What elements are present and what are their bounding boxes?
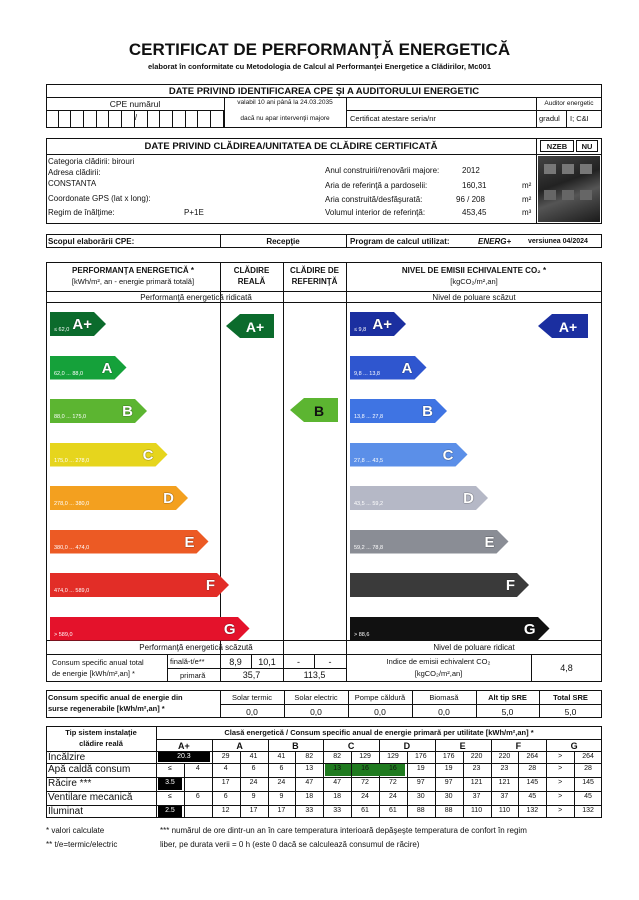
final-energy-label: finală-t/e** [170, 657, 205, 666]
grid-row-name: Ventilare mecanică [48, 792, 133, 803]
grid-cell: 28 [584, 765, 592, 772]
built-value: 96 / 208 [456, 195, 485, 204]
grid-cell: 17 [249, 807, 258, 814]
grid-class-header: C [347, 741, 355, 751]
grid-cell: 19 [444, 765, 453, 772]
grid-cell: 176 [414, 753, 427, 760]
co2-col-sub: [kgCO₂/m²,an] [450, 277, 498, 286]
grid-cell: 110 [498, 807, 511, 814]
grid-cell: 121 [498, 779, 511, 786]
grid-cell: 97 [416, 779, 425, 786]
grid-cell: 47 [333, 779, 342, 786]
grid-cell: 47 [305, 779, 314, 786]
auditor-label: Auditor energetic [544, 100, 594, 107]
renewable-value: 0,0 [246, 707, 258, 717]
renewable-value: 5,0 [501, 707, 514, 717]
grid-cell: ≤ [168, 793, 172, 800]
volume-unit: m³ [522, 208, 532, 217]
grid-cell: 17 [193, 779, 202, 786]
renewable-value: 5,0 [564, 707, 577, 717]
grid-cell: 132 [582, 807, 594, 814]
grid-cell: 132 [526, 807, 539, 814]
grid-cell: 23 [472, 765, 481, 772]
co2-index-value: 4,8 [560, 663, 573, 673]
renewable-header: Biomasă [429, 693, 459, 702]
co2-class-label: A+ [372, 316, 392, 333]
grid-cell: 121 [470, 779, 483, 786]
address-label: Adresa clădirii: [48, 168, 101, 177]
volume-value: 453,45 [462, 208, 487, 217]
grid-cell: 264 [582, 753, 594, 760]
energy-class-range: 380,0 ... 474,0 [54, 544, 90, 551]
co2-class-label: E [484, 533, 495, 551]
year-label: Anul construirii/renovării majore: [325, 166, 440, 175]
low-perf-label: Performanţă energetică scăzută [139, 643, 253, 652]
year-value: 2012 [462, 166, 480, 175]
grid-cell: 24 [249, 779, 258, 786]
cpe-separator: / [134, 113, 138, 122]
co2-class-indicator [538, 314, 588, 338]
renewable-value: 0,0 [310, 707, 322, 717]
program-version: versiunea 04/2024 [528, 238, 588, 245]
energy-class-arrow [50, 312, 106, 336]
footnote-4: liber, pe durata verii = 0 h (este 0 dacă se calculează consumul de răcire) [160, 840, 420, 849]
gps-label: Coordonate GPS (lat x long): [48, 194, 151, 203]
grid-cell: 145 [526, 779, 539, 786]
co2-class-arrow [350, 399, 447, 423]
grid-cell: 20.3 [177, 753, 191, 760]
program-label: Program de calcul utilizat: [350, 237, 450, 246]
built-label: Aria construită/desfăşurată: [325, 195, 423, 204]
perf-col-title: PERFORMANŢA ENERGETICĂ * [72, 266, 194, 275]
energy-class-arrow [50, 486, 188, 510]
low-pollution-label: Nivel de poluare scăzut [432, 293, 516, 302]
building-heading: DATE PRIVIND CLĂDIREA/UNITATEA DE CLĂDIRE CERTIFICATĂ [144, 141, 438, 152]
energy-class-arrow [50, 617, 250, 641]
grid-cell: 61 [361, 807, 369, 814]
energy-class-arrow [50, 399, 147, 423]
grid-cell: 129 [359, 753, 371, 760]
validity-text: valabil 10 ani până la 24.03.2035 [237, 99, 333, 106]
ref-class-label: B [313, 403, 325, 419]
real-class-indicator [226, 314, 274, 338]
grid-cell: 97 [444, 779, 453, 786]
grid-cell: 12 [193, 807, 202, 814]
grid-cell: 82 [305, 753, 314, 760]
area-label: Aria de referinţă a pardoselii: [325, 181, 428, 190]
co2-index-label-2: [kgCO₂/m²,an] [414, 669, 463, 678]
grid-cell: 37 [472, 793, 481, 800]
consumption-label-2: de energie [kWh/m²,an] * [52, 669, 135, 678]
renewable-value: 0,0 [438, 707, 450, 717]
grid-cell: > [558, 793, 563, 800]
grade-label: gradul [539, 114, 560, 123]
footnote-1: * valori calculate [46, 826, 105, 835]
energy-class-range: 88,0 ... 175,0 [54, 414, 87, 420]
cpe-digit-box [97, 111, 110, 128]
real-col-sub: REALĂ [237, 277, 266, 286]
grid-cell: 37 [500, 793, 509, 800]
cpe-digit-box [198, 111, 211, 128]
co2-class-range: 9,8 ... 13,8 [354, 370, 380, 377]
renewable-label-2: surse regenerabile [kWh/m²,an] * [48, 704, 165, 713]
grid-cell: 12 [221, 807, 230, 814]
co2-class-arrow [350, 443, 468, 467]
built-unit: m² [522, 195, 532, 204]
volume-label: Volumul interior de referinţă: [325, 208, 426, 217]
grid-cell: 110 [470, 807, 483, 814]
co2-col-title: NIVEL DE EMISII ECHIVALENTE CO₂ * [401, 266, 547, 275]
energy-class-arrow [50, 573, 229, 597]
co2-index-label-1: Indice de emisii echivalent CO₂ [386, 657, 491, 666]
cert-label: Certificat atestare seria/nr [350, 114, 436, 123]
grid-cell: 41 [249, 753, 258, 760]
grid-cell: 30 [444, 793, 453, 800]
cpe-digit-box [110, 111, 123, 128]
co2-class-range: 13,8 ... 27,8 [354, 414, 384, 420]
grid-cell: 24 [277, 779, 286, 786]
energy-class-range: 474,0 ... 589,0 [54, 588, 90, 594]
grid-cell: 3.5 [165, 779, 175, 786]
grid-cell: 6 [279, 765, 284, 772]
energy-class-label: A+ [72, 316, 92, 333]
energy-class-range: 175,0 ... 278,0 [54, 457, 90, 464]
address-value: CONSTANTA [48, 179, 97, 188]
grid-cell: 45 [528, 793, 537, 800]
grid-cell: 61 [389, 807, 397, 814]
real-col-title: CLĂDIRE [233, 266, 270, 275]
energy-class-label: B [122, 403, 133, 420]
co2-class-arrow [350, 573, 529, 597]
real-electric-value: 10,1 [258, 657, 276, 667]
grid-cell: 13 [333, 765, 342, 772]
grid-cell: 9 [279, 793, 284, 800]
cpe-digit-box [71, 111, 84, 128]
renewable-header: Solar termic [231, 693, 272, 702]
cpe-label: CPE numărul [109, 99, 161, 109]
energy-class-label: A [101, 359, 113, 377]
page-title: CERTIFICAT DE PERFORMANŢĂ ENERGETICĂ [128, 40, 511, 59]
grid-cell: 220 [498, 753, 511, 760]
grid-cell: 6 [223, 793, 228, 800]
renewable-header: Total SRE [553, 693, 588, 702]
co2-class-arrow [350, 486, 488, 510]
grid-row-name: Apă caldă consum [48, 764, 131, 775]
high-perf-label: Performanţă energetică ridicată [140, 293, 252, 302]
grid-cell: 9 [251, 793, 256, 800]
cpe-digit-box [148, 111, 161, 128]
grid-cell: 24 [361, 793, 369, 800]
page-subtitle: elaborat în conformitate cu Metodologia de Calcul al Performanţei Energetice a Clădirilor, Mc001 [147, 62, 491, 71]
grid-cell: 6 [195, 793, 200, 800]
building-photo [538, 156, 600, 222]
grid-cell: 45 [584, 793, 592, 800]
purpose-label: Scopul elaborării CPE: [48, 237, 135, 246]
purpose-value: Recepţie [266, 237, 300, 246]
grid-cell: 4 [195, 765, 200, 772]
grid-cell: 23 [500, 765, 509, 772]
co2-class-range: 27,8 ... 43,5 [354, 457, 384, 464]
building-category: Categoria clădirii: birouri [48, 157, 135, 166]
grid-cell: 30 [416, 793, 425, 800]
grid-cell: 17 [277, 807, 286, 814]
grid-cell: > [558, 779, 563, 786]
co2-class-label: C [442, 446, 454, 464]
co2-class-label: F [505, 577, 515, 594]
area-unit: m² [522, 181, 532, 190]
energy-class-arrow [50, 530, 209, 554]
co2-class-range: > 88,6 [354, 631, 370, 638]
perf-col-sub: [kWh/m², an - energie primară totală] [71, 277, 195, 286]
grid-cell: 72 [389, 779, 397, 786]
grid-cell: > [558, 753, 563, 760]
energy-class-label: F [205, 577, 215, 594]
grid-class-header: E [459, 741, 466, 751]
footnote-3: *** numărul de ore dintr-un an în care temperatura interioară depăşeşte temperatura de confort în regim [160, 826, 527, 835]
renewable-label-1: Consum specific anual de energie din [48, 693, 183, 702]
energy-class-range: 62,0 ... 88,0 [54, 370, 84, 377]
grid-cell: 264 [526, 753, 539, 760]
grid-row-name: Încălzire [48, 752, 86, 763]
energy-class-label: C [142, 446, 154, 464]
co2-class-label: A [401, 359, 413, 377]
grid-cell: 33 [333, 807, 342, 814]
cpe-digit-box [84, 111, 97, 128]
nzeb-label: NZEB [540, 140, 574, 152]
grid-cell: 88 [416, 807, 425, 814]
grid-class-header: A [236, 741, 243, 751]
footnote-2: ** t/e=termic/electric [46, 840, 118, 849]
co2-class-arrow [350, 356, 427, 380]
real-primary-value: 35,7 [242, 670, 261, 680]
grid-cell: 176 [442, 753, 455, 760]
grid-cell: 220 [470, 753, 483, 760]
grid-cell: 6 [251, 765, 256, 772]
energy-class-range: 278,0 ... 380,0 [54, 501, 90, 507]
energy-class-range: ≤ 62,0 [54, 327, 70, 333]
cpe-digit-box [46, 111, 59, 128]
grid-cell: 19 [416, 765, 425, 772]
height-value: P+1E [184, 208, 204, 217]
grid-cell: > [558, 807, 563, 814]
energy-class-label: E [184, 533, 195, 551]
co2-class-label: A+ [558, 319, 578, 335]
real-class-label: A+ [245, 319, 265, 335]
co2-class-label: D [463, 490, 474, 507]
grid-class-header: B [292, 741, 299, 751]
ref-primary-value: 113,5 [303, 670, 326, 680]
ident-heading: DATE PRIVIND IDENTIFICAREA CPE ŞI A AUDITORULUI ENERGETIC [168, 86, 480, 97]
consumption-label-1: Consum specific anual total [52, 658, 144, 667]
grid-cell: 145 [582, 779, 594, 786]
energy-class-range: > 589,0 [54, 631, 73, 638]
grid-head-2: clădire reală [79, 739, 123, 748]
primary-energy-label: primară [180, 671, 206, 680]
grid-row-name: Răcire *** [48, 778, 92, 789]
real-thermal-value: 8,9 [229, 657, 242, 667]
grid-class-header: D [403, 741, 411, 751]
grid-title: Clasă energetică / Consum specific anual de energie primară per utilitate [kWh/m²,an] * [224, 728, 534, 737]
cpe-digit-box [59, 111, 72, 128]
renewable-header: Pompe căldură [354, 693, 406, 702]
cpe-digit-box [211, 111, 224, 128]
co2-class-arrow [350, 312, 406, 336]
grid-cell: 82 [333, 753, 342, 760]
cpe-digit-box [173, 111, 186, 128]
ref-col-sub: REFERINŢĂ [291, 277, 338, 286]
renewable-value: 0,0 [374, 707, 386, 717]
energy-class-label: G [223, 620, 236, 638]
co2-class-range: 59,2 ... 78,8 [354, 544, 384, 551]
validity-note: dacă nu apar intervenţii majore [240, 115, 330, 122]
grid-head-1: Tip sistem instalaţie [65, 728, 137, 737]
co2-class-range: ≤ 9,8 [354, 327, 367, 333]
grid-cell: 41 [277, 753, 286, 760]
grid-cell: 13 [305, 765, 314, 772]
co2-class-label: B [422, 403, 433, 420]
ref-class-indicator [290, 398, 338, 422]
co2-class-label: G [523, 620, 536, 638]
grid-class-header: A+ [177, 741, 190, 751]
grid-row-name: Iluminat [48, 806, 84, 817]
renewable-header: Solar electric [294, 693, 338, 702]
grid-cell: 28 [528, 765, 537, 772]
nzeb-value: NU [576, 140, 598, 152]
ref-col-title: CLĂDIRE DE [290, 266, 339, 275]
grid-class-header: F [515, 741, 522, 751]
grid-cell: 18 [305, 793, 314, 800]
height-label: Regim de înălţime: [48, 208, 115, 217]
grid-cell: 18 [333, 793, 342, 800]
co2-class-arrow [350, 617, 550, 641]
energy-class-arrow [50, 356, 127, 380]
grid-cell: 24 [389, 793, 397, 800]
cpe-digit-box [186, 111, 199, 128]
program-value: ENERG+ [478, 237, 512, 246]
grid-cell: ≤ [168, 765, 172, 772]
grid-cell: 17 [221, 779, 230, 786]
ref-electric-value: - [328, 657, 332, 667]
grid-cell: 72 [361, 779, 369, 786]
grid-cell: 33 [305, 807, 314, 814]
grid-cell: 88 [444, 807, 453, 814]
energy-class-arrow [50, 443, 168, 467]
cpe-digit-box [160, 111, 173, 128]
grid-cell: > [558, 765, 563, 772]
co2-class-range: 43,5 ... 59,2 [354, 501, 384, 507]
ref-thermal-value: - [297, 657, 300, 667]
energy-class-label: D [163, 490, 174, 507]
grid-cell: 29 [221, 753, 230, 760]
grid-cell: 16 [389, 765, 397, 772]
grade-value: I; C&I [570, 114, 589, 123]
co2-class-arrow [350, 530, 509, 554]
renewable-header: Alt tip SRE [488, 693, 527, 702]
grid-cell: 2.5 [165, 807, 175, 814]
grid-cell: 4 [223, 765, 228, 772]
grid-class-header: G [570, 741, 578, 751]
grid-cell: 16 [361, 765, 369, 772]
area-value: 160,31 [462, 181, 487, 190]
grid-cell: 129 [387, 753, 399, 760]
high-pollution-label: Nivel de poluare ridicat [433, 643, 515, 652]
